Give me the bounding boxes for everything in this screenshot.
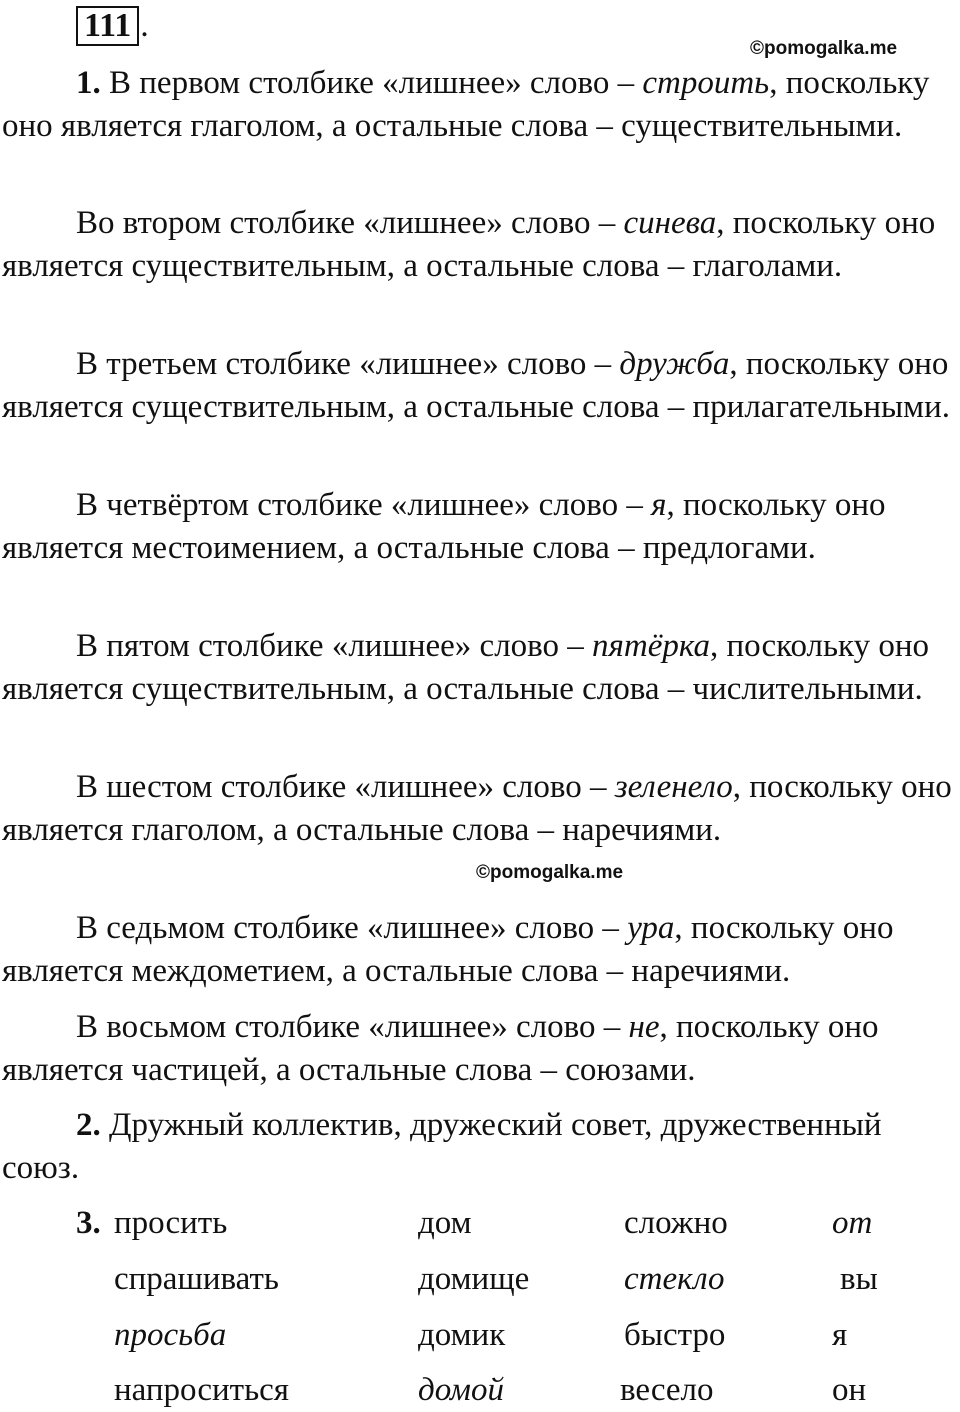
paragraph-tail: , поскольку оно является существительным, а остальные слова – глаголами.: [2, 205, 936, 284]
paragraph-9: [2, 1104, 958, 1190]
paragraph-lead: В первом столбике «лишнее» слово –: [100, 65, 643, 101]
paragraph-odd-word: строить: [642, 65, 770, 101]
paragraph-tail: , поскольку оно является междометием, а остальные слова – наречиями.: [2, 910, 894, 989]
word-cell: стекло: [624, 1261, 725, 1297]
paragraph-1: [2, 62, 958, 148]
word-cell: домик: [418, 1317, 506, 1353]
task-number-dot: .: [140, 7, 149, 44]
watermark-top: ©pomogalka.me: [750, 38, 898, 59]
paragraph-odd-word: зеленело: [614, 769, 733, 805]
word-cell: просьба: [114, 1317, 227, 1353]
paragraph-tail: , поскольку оно является существительным, а остальные слова – числительными.: [2, 628, 930, 707]
paragraph-number: 1.: [76, 65, 101, 101]
word-cell: от: [832, 1205, 873, 1241]
word-cell: весело: [620, 1372, 714, 1408]
word-cell: вы: [840, 1261, 878, 1297]
word-cell: быстро: [624, 1317, 726, 1353]
task-number-box: 111: [76, 6, 139, 46]
paragraph-odd-word: ура: [627, 910, 675, 946]
word-cell: домище: [418, 1261, 530, 1297]
paragraph-lead: В шестом столбике «лишнее» слово –: [76, 769, 615, 805]
paragraph-2: [2, 202, 958, 288]
word-cell: напроситься: [114, 1372, 289, 1408]
paragraph-tail: , поскольку оно является существительным, а остальные слова – прилагательными.: [2, 346, 950, 425]
paragraph-lead: В третьем столбике «лишнее» слово –: [76, 346, 620, 382]
watermark-middle: ©pomogalka.me: [476, 862, 624, 883]
paragraph-8: [2, 1006, 958, 1092]
paragraph-7: [2, 907, 958, 993]
word-cell: просить: [114, 1205, 228, 1241]
paragraph-6: [2, 766, 958, 852]
paragraph-lead: В седьмом столбике «лишнее» слово –: [76, 910, 628, 946]
paragraph-tail: , поскольку оно является глаголом, а остальные слова – наречиями.: [2, 769, 952, 848]
paragraph-4: [2, 484, 958, 570]
paragraph-odd-word: пятёрка: [592, 628, 710, 664]
word-cell: дом: [418, 1205, 472, 1241]
paragraph-lead: Во втором столбике «лишнее» слово –: [76, 205, 624, 241]
word-cell: он: [832, 1372, 867, 1408]
paragraph-lead: Дружный коллектив, дружеский совет, дружественный союз.: [2, 1107, 882, 1186]
word-cell: домой: [418, 1372, 504, 1408]
section-number: 3.: [76, 1205, 101, 1241]
word-columns: [0, 1202, 960, 1412]
paragraph-lead: В пятом столбике «лишнее» слово –: [76, 628, 593, 664]
paragraph-tail: , поскольку оно является глаголом, а остальные слова – существительными.: [2, 65, 930, 144]
task-number: [76, 6, 149, 46]
word-cell: я: [832, 1317, 848, 1353]
paragraph-odd-word: синева: [623, 205, 717, 241]
paragraph-number: 2.: [76, 1107, 101, 1143]
paragraph-3: [2, 343, 958, 429]
paragraph-tail: , поскольку оно является местоимением, а остальные слова – предлогами.: [2, 487, 886, 566]
word-cell: спрашивать: [114, 1261, 279, 1297]
paragraph-lead: В восьмом столбике «лишнее» слово –: [76, 1009, 629, 1045]
paragraph-odd-word: не: [628, 1009, 660, 1045]
paragraph-5: [2, 625, 958, 711]
paragraph-odd-word: дружба: [619, 346, 730, 382]
paragraph-lead: В четвёртом столбике «лишнее» слово –: [76, 487, 652, 523]
paragraph-tail: , поскольку оно является частицей, а остальные слова – союзами.: [2, 1009, 879, 1088]
word-cell: сложно: [624, 1205, 728, 1241]
paragraph-odd-word: я: [651, 487, 667, 523]
